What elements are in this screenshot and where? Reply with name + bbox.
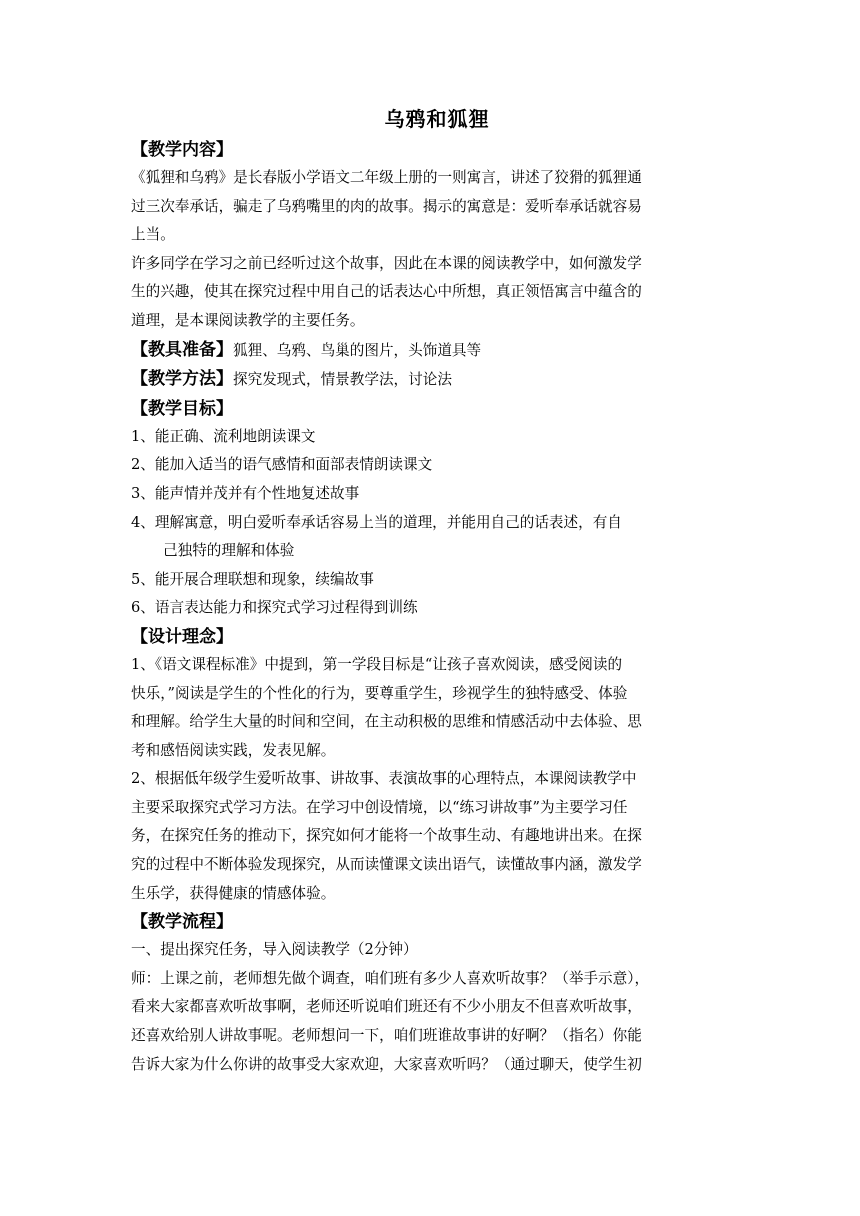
method-text: 探究发现式，情景教学法，讨论法 xyxy=(233,371,452,389)
text-line: 道理，是本课阅读教学的主要任务。 xyxy=(131,311,365,329)
text-line: 过三次奉承话，骗走了乌鸦嘴里的肉的故事。揭示的寓意是：爱听奉承话就容易 xyxy=(131,197,642,215)
goal-item-1: 1、能正确、流利地朗读课文 xyxy=(131,427,316,445)
goal-item-4-continued: 己独特的理解和体验 xyxy=(163,542,295,560)
section-heading-method: 【教学方法】 xyxy=(131,369,233,390)
paragraph-process-1 xyxy=(131,965,743,1079)
tools-text: 狐狸、乌鸦、鸟巢的图片，头饰道具等 xyxy=(233,341,482,359)
section-heading-process: 【教学流程】 xyxy=(131,912,233,933)
goal-item-3: 3、能声情并茂并有个性地复述故事 xyxy=(131,484,360,502)
text-line: 许多同学在学习之前已经听过这个故事，因此在本课的阅读教学中，如何激发学 xyxy=(131,254,642,272)
paragraph-concept-2 xyxy=(131,765,743,908)
goal-item-6: 6、语言表达能力和探究式学习过程得到训练 xyxy=(131,599,418,617)
paragraph-content-1 xyxy=(131,164,743,250)
text-line: 还喜欢给别人讲故事呢。老师想问一下，咱们班谁故事讲的好啊？（指名）你能 xyxy=(131,1027,642,1045)
text-line: 上当。 xyxy=(131,226,175,244)
goal-item-5: 5、能开展合理联想和现象，续编故事 xyxy=(131,570,374,588)
paragraph-content-2 xyxy=(131,250,743,336)
text-line: 告诉大家为什么你讲的故事受大家欢迎，大家喜欢听吗？（通过聊天，使学生初 xyxy=(131,1055,642,1073)
goal-item-4: 4、理解寓意，明白爱听奉承话容易上当的道理，并能用自己的话表述，有自 xyxy=(131,513,622,531)
text-line: 和理解。给学生大量的时间和空间，在主动积极的思维和情感活动中去体验、思 xyxy=(131,713,642,731)
process-step-1: 一、提出探究任务，导入阅读教学（2分钟） xyxy=(131,941,418,959)
text-line: 生的兴趣，使其在探究过程中用自己的话表达心中所想，真正领悟寓言中蕴含的 xyxy=(131,283,642,301)
tools-line xyxy=(131,336,743,366)
section-heading-goals: 【教学目标】 xyxy=(131,398,233,419)
text-line: 2、根据低年级学生爱听故事、讲故事、表演故事的心理特点，本课阅读教学中 xyxy=(131,770,637,788)
text-line: 主要采取探究式学习方法。在学习中创设情境，以“练习讲故事”为主要学习任 xyxy=(131,798,628,816)
text-line: 师：上课之前，老师想先做个调查，咱们班有多少人喜欢听故事？（举手示意）， xyxy=(131,969,650,987)
method-line xyxy=(131,365,743,395)
document-body xyxy=(131,104,743,1079)
text-line: 究的过程中不断体验发现探究，从而读懂课文读出语气，读懂故事内涵，激发学 xyxy=(131,856,642,874)
text-line: 考和感悟阅读实践，发表见解。 xyxy=(131,741,336,759)
text-line: 看来大家都喜欢听故事啊，老师还听说咱们班还有不少小朋友不但喜欢听故事， xyxy=(131,998,642,1016)
text-line: 《狐狸和乌鸦》是长春版小学语文二年级上册的一则寓言，讲述了狡猾的狐狸通 xyxy=(131,169,642,186)
document-title: 乌鸦和狐狸 xyxy=(384,107,490,131)
text-line: 1、《语文课程标准》中提到，第一学段目标是“让孩子喜欢阅读，感受阅读的 xyxy=(131,655,623,673)
text-line: 快乐，”阅读是学生的个性化的行为，要尊重学生，珍视学生的独特感受、体验 xyxy=(131,684,628,702)
text-line: 务，在探究任务的推动下，探究如何才能将一个故事生动、有趣地讲出来。在探 xyxy=(131,827,642,845)
paragraph-concept-1 xyxy=(131,651,743,765)
section-heading-content: 【教学内容】 xyxy=(131,140,233,160)
section-heading-concept: 【设计理念】 xyxy=(131,626,233,647)
text-line: 生乐学，获得健康的情感体验。 xyxy=(131,884,336,902)
section-heading-tools: 【教具准备】 xyxy=(131,339,233,360)
goal-item-2: 2、能加入适当的语气感情和面部表情朗读课文 xyxy=(131,456,433,474)
